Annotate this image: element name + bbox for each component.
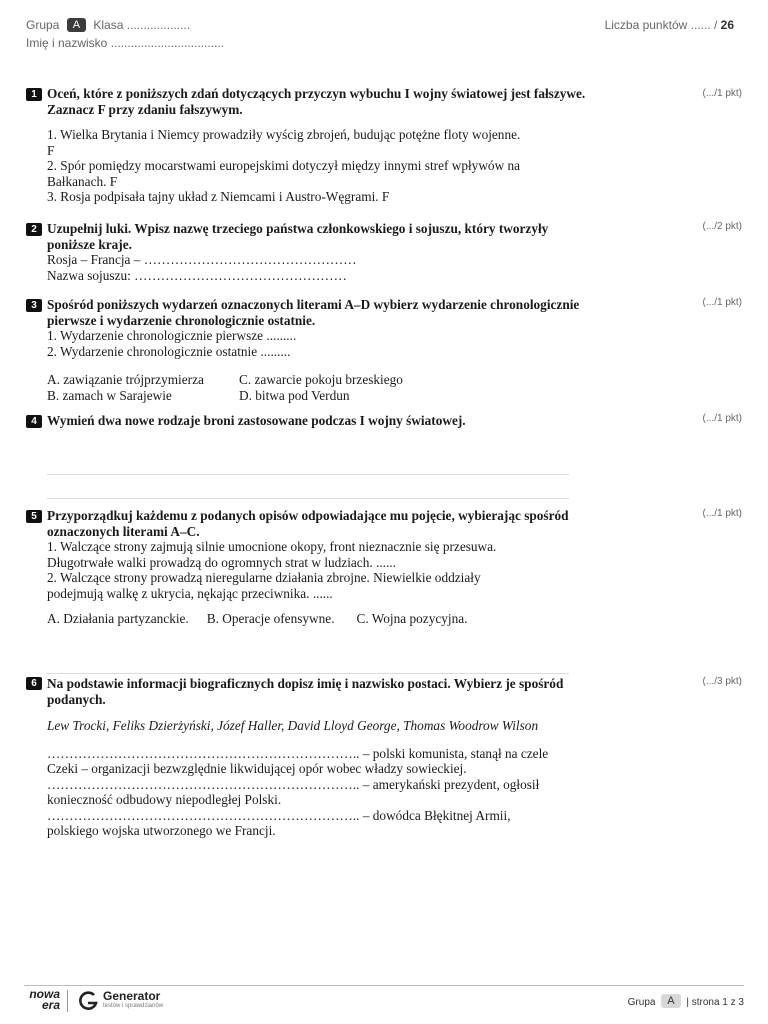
answer-list (47, 127, 587, 205)
question-points: (.../2 pkt) (702, 221, 742, 232)
header-group-row (26, 18, 190, 32)
question-number: 3 (26, 299, 42, 312)
generator-g-icon (77, 990, 99, 1012)
question-title: Na podstawie informacji biograficznych dopisz imię i nazwisko postaci. Wybierz je spośród podanych. (47, 676, 564, 707)
question-number: 6 (26, 677, 42, 690)
question-number: 5 (26, 510, 42, 523)
answer-line: 1. Wydarzenie chronologicznie pierwsze ......... (47, 328, 297, 343)
answer-line: …………………………………………………………….. – dowódca Błękitnej Armii, (47, 807, 511, 823)
answer-line: Bałkanach. F (47, 173, 118, 189)
question-3 (47, 297, 587, 403)
points-label: Liczba punktów ...... / (604, 18, 718, 32)
footer-group-badge: A (661, 994, 680, 1008)
question-number: 2 (26, 223, 42, 236)
page-number: | strona 1 z 3 (686, 997, 744, 1008)
generator-title: Generator (103, 989, 161, 1003)
answer-list (47, 746, 587, 839)
generator-logo (77, 990, 99, 1017)
points-summary (605, 18, 734, 32)
question-title: Uzupełnij luki. Wpisz nazwę trzeciego państwa członkowskiego i sojuszu, który tworzyły poniższe kraje. (47, 221, 549, 252)
names-list: Lew Trocki, Feliks Dzierżyński, Józef Haller, David Lloyd George, Thomas Woodrow Wilson (47, 718, 539, 733)
answer-line: konieczność odbudowy niepodległej Polski. (47, 792, 282, 807)
logo-divider (67, 990, 68, 1012)
answer-line: …………………………………………………………….. – amerykański prezydent, ogłosił (47, 776, 540, 792)
options-row (47, 372, 587, 388)
answer-line: polskiego wojska utworzonego we Francji. (47, 823, 276, 838)
answer-line: 3. Rosja podpisała tajny układ z Niemcami i Austro-Węgrami. F (47, 189, 390, 204)
logo-text: nowa (29, 987, 60, 1001)
answer-line: 2. Walczące strony prowadzą nieregularne działania zbrojne. Niewielkie oddziały (47, 570, 481, 585)
question-points: (.../1 pkt) (702, 413, 742, 424)
answer-line: 1. Wielka Brytania i Niemcy prowadziły wyścig zbrojeń, budując potężne floty wojenne. (47, 127, 521, 142)
answer-line: Nazwa sojuszu: ………………………………………… (47, 267, 347, 283)
options-row (47, 611, 587, 627)
answer-line: Czeki – organizacji bezwzględnie likwidującej opór wobec władzy sowieckiej. (47, 761, 467, 776)
section-divider (47, 673, 569, 674)
footer-group-label: Grupa (627, 997, 656, 1008)
question-points: (.../3 pkt) (702, 676, 742, 687)
footer-page-info (628, 994, 744, 1008)
question-4 (47, 413, 587, 429)
answer-line: 2. Wydarzenie chronologicznie ostatnie ......... (47, 343, 291, 359)
question-points: (.../1 pkt) (702, 297, 742, 308)
option: A. zawiązanie trójprzymierza (47, 372, 204, 387)
group-label: Grupa (26, 18, 60, 32)
question-number: 1 (26, 88, 42, 101)
answer-line: Długotrwałe walki prowadzą do ogromnych strat w ludziach. ...... (47, 554, 396, 570)
question-6 (47, 676, 587, 839)
answer-line: F (47, 142, 55, 158)
question-2 (47, 221, 587, 283)
question-points: (.../1 pkt) (702, 88, 742, 99)
question-title: Spośród poniższych wydarzeń oznaczonych literami A–D wybierz wydarzenie chronologicznie pierwsze i wydarzenie chronologicznie ostatnie. (47, 297, 580, 328)
option: B. zamach w Sarajewie (47, 387, 172, 403)
nowa-era-logo (26, 989, 60, 1011)
option: A. Działania partyzanckie. (47, 611, 189, 626)
options-grid (47, 372, 587, 403)
option: D. bitwa pod Verdun (239, 387, 350, 403)
logo-text: era (41, 998, 60, 1012)
points-total: 26 (720, 18, 734, 32)
question-title: Oceń, które z poniższych zdań dotyczących przyczyn wybuchu I wojny światowej jest fałszywe. Zaznacz F przy zdaniu fałszywym. (47, 86, 586, 117)
name-label: Imię i nazwisko .................................. (26, 36, 225, 50)
option: B. Operacje ofensywne. (206, 611, 335, 626)
question-points: (.../1 pkt) (702, 508, 742, 519)
answer-line: podejmują walkę z ukrycia, nękając przeciwnika. ...... (47, 585, 333, 601)
option: C. zawarcie pokoju brzeskiego (239, 372, 403, 387)
answer-line: …………………………………………………………….. – polski komunista, stanął na czele (47, 745, 549, 761)
question-title: Przyporządkuj każdemu z podanych opisów odpowiadające mu pojęcie, wybierając spośród oznaczonych literami A–C. (47, 508, 569, 539)
footer-rule (24, 985, 744, 986)
group-badge: A (67, 18, 86, 32)
question-5 (47, 508, 587, 627)
answer-line: Rosja – Francja – ………………………………………… (47, 252, 357, 267)
answer-line-blank[interactable] (47, 474, 569, 475)
answer-line-blank[interactable] (47, 498, 569, 499)
option: C. Wojna pozycyjna. (356, 611, 468, 626)
answer-line: 1. Walczące strony zajmują silnie umocnione okopy, front nieznacznie się przesuwa. (47, 539, 497, 554)
question-number: 4 (26, 415, 42, 428)
generator-subtitle: testów i sprawdzianów (103, 1003, 164, 1009)
class-label: Klasa ................... (93, 18, 191, 32)
options-row (47, 388, 587, 404)
answer-line: 2. Spór pomiędzy mocarstwami europejskimi dotyczył między innymi stref wpływów na (47, 158, 521, 173)
question-1 (47, 86, 587, 205)
question-title: Wymień dwa nowe rodzaje broni zastosowane podczas I wojny światowej. (47, 413, 466, 428)
